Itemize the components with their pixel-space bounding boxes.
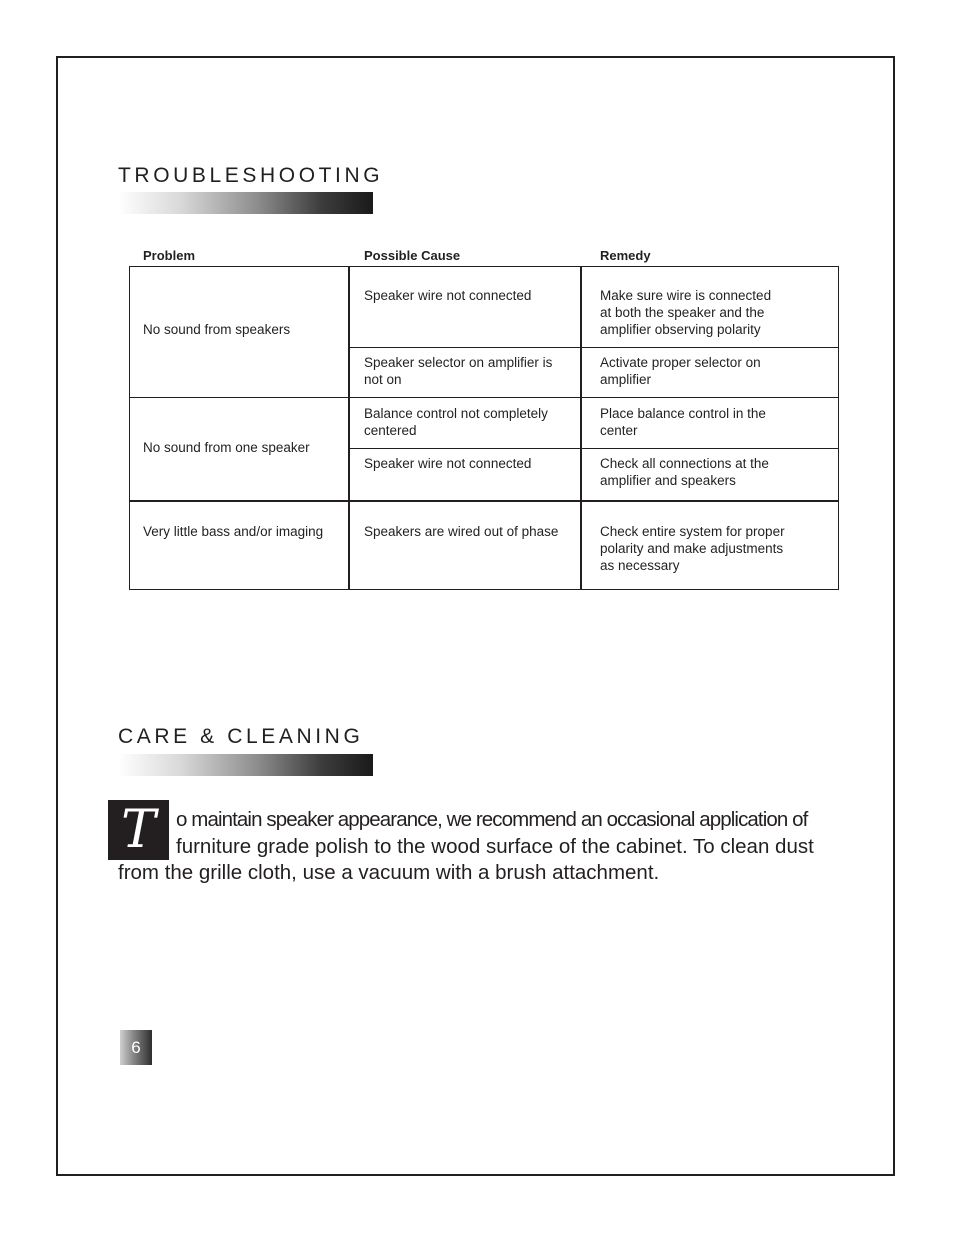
troubleshooting-table <box>129 266 839 590</box>
cause-line: Speakers are wired out of phase <box>364 524 559 539</box>
table-divider <box>348 267 350 589</box>
remedy-line: amplifier observing polarity <box>600 322 761 337</box>
remedy-cell <box>600 354 761 388</box>
cause-cell <box>364 405 548 439</box>
table-divider <box>580 267 582 589</box>
page-frame <box>56 56 895 1176</box>
remedy-line: polarity and make adjustments <box>600 541 784 556</box>
cause-line: Speaker wire not connected <box>364 456 532 471</box>
remedy-line: Activate proper selector on <box>600 355 761 370</box>
cause-line: not on <box>364 372 402 387</box>
table-divider <box>348 347 838 348</box>
remedy-line: Make sure wire is connected <box>600 288 772 303</box>
cause-cell <box>364 455 531 472</box>
care-paragraph-line: from the grille cloth, use a vacuum with a brush attachment. <box>118 861 660 884</box>
drop-cap <box>108 800 169 860</box>
remedy-line: Check entire system for proper <box>600 524 785 539</box>
troubleshooting-title: TROUBLESHOOTING <box>118 164 384 187</box>
cause-line: Speaker wire not connected <box>364 288 532 303</box>
cause-cell <box>364 354 552 388</box>
problem-cell: No sound from one speaker <box>143 440 310 455</box>
drop-cap-letter: T <box>121 800 156 860</box>
cause-cell <box>364 523 558 540</box>
remedy-line: at both the speaker and the <box>600 305 765 320</box>
cause-line: centered <box>364 423 417 438</box>
table-divider <box>348 448 838 449</box>
problem-cell: No sound from speakers <box>143 322 291 337</box>
troubleshooting-underline-bar <box>118 192 373 214</box>
cause-line: Speaker selector on amplifier is <box>364 355 553 370</box>
remedy-column-header: Remedy <box>600 248 651 263</box>
remedy-cell <box>600 287 771 338</box>
care-cleaning-title: CARE & CLEANING <box>118 725 364 748</box>
remedy-line: Check all connections at the <box>600 456 769 471</box>
remedy-line: center <box>600 423 638 438</box>
remedy-cell <box>600 405 766 439</box>
table-divider <box>130 397 838 398</box>
care-paragraph-line: furniture grade polish to the wood surface of the cabinet. To clean dust <box>176 835 814 858</box>
remedy-line: Place balance control in the <box>600 406 766 421</box>
cause-cell <box>364 287 531 304</box>
problem-cell: Very little bass and/or imaging <box>143 524 324 539</box>
cause-column-header: Possible Cause <box>364 248 461 263</box>
care-paragraph-line: o maintain speaker appearance, we recommend an occasional application of <box>176 808 808 831</box>
table-divider <box>130 500 838 502</box>
remedy-line: amplifier and speakers <box>600 473 736 488</box>
page-number: 6 <box>131 1038 141 1057</box>
cause-line: Balance control not completely <box>364 406 548 421</box>
page-number-badge <box>120 1030 152 1065</box>
remedy-line: as necessary <box>600 558 680 573</box>
remedy-line: amplifier <box>600 372 652 387</box>
remedy-cell <box>600 523 785 574</box>
problem-column-header: Problem <box>143 248 196 263</box>
remedy-cell <box>600 455 769 489</box>
care-cleaning-underline-bar <box>118 754 373 776</box>
